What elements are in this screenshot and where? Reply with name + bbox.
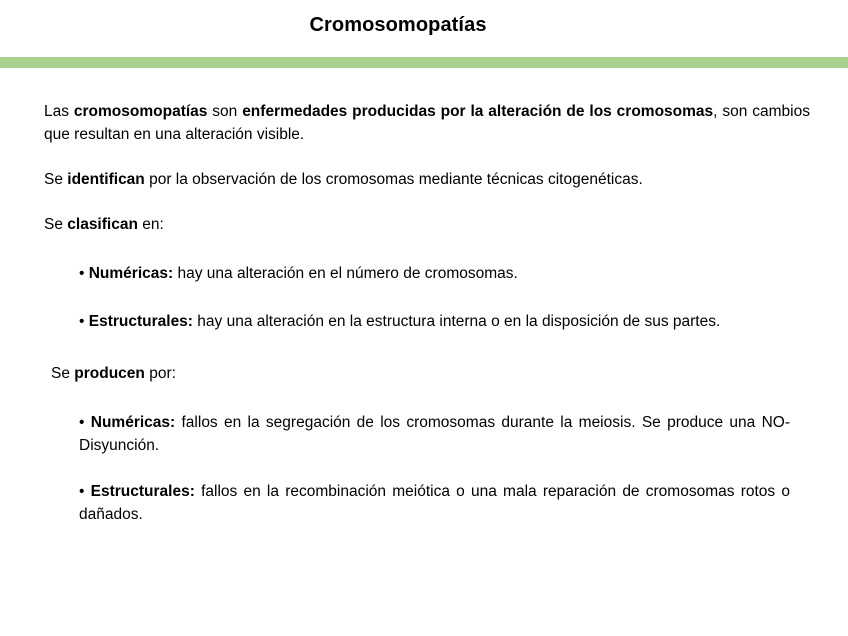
produce-item-text: fallos en la segregación de los cromosomas durante la meiosis. Se produce una NO-Disyunción. [79, 414, 790, 454]
intro-text-1: Las [44, 103, 74, 120]
intro-paragraph [44, 100, 810, 146]
classify-item-estructurales [79, 310, 790, 333]
accent-bar [0, 57, 848, 68]
classify-term: clasifican [67, 216, 138, 233]
produce-text-1: Se [51, 365, 75, 382]
produce-item-numericas [79, 411, 790, 457]
produce-heading [51, 362, 817, 385]
identify-paragraph [44, 168, 810, 191]
identify-term: identifican [67, 171, 145, 188]
bullet-icon: • [79, 313, 89, 330]
identify-text-2: por la observación de los cromosomas mediante técnicas citogenéticas. [144, 171, 643, 188]
classify-text-2: en: [137, 216, 164, 233]
bullet-icon: • [79, 483, 91, 500]
classify-heading [44, 213, 810, 236]
produce-item-term: Estructurales: [90, 483, 195, 500]
intro-term: cromosomopatías [73, 103, 208, 120]
page-title: Cromosomopatías [309, 14, 487, 36]
classify-item-text: hay una alteración en el número de cromosomas. [173, 265, 518, 282]
classify-item-term: Numéricas: [88, 265, 174, 282]
bullet-icon: • [79, 414, 91, 431]
classify-item-text: hay una alteración en la estructura interna o en la disposición de sus partes. [192, 313, 721, 330]
classify-text-1: Se [44, 216, 68, 233]
classify-item-term: Estructurales: [88, 313, 193, 330]
bullet-icon: • [79, 265, 89, 282]
produce-term: producen [74, 365, 145, 382]
produce-item-term: Numéricas: [90, 414, 176, 431]
produce-item-estructurales [79, 480, 790, 526]
intro-definition: enfermedades producidas por la alteración de los cromosomas [242, 103, 714, 120]
classify-item-numericas [79, 262, 790, 285]
produce-text-2: por: [144, 365, 176, 382]
intro-text-3: , son cambios que resultan en una alteración visible. [44, 103, 810, 143]
intro-text-2: son [207, 103, 243, 120]
produce-item-text: fallos en la recombinación meiótica o una mala reparación de cromosomas rotos o dañados. [79, 483, 790, 523]
identify-text-1: Se [44, 171, 68, 188]
